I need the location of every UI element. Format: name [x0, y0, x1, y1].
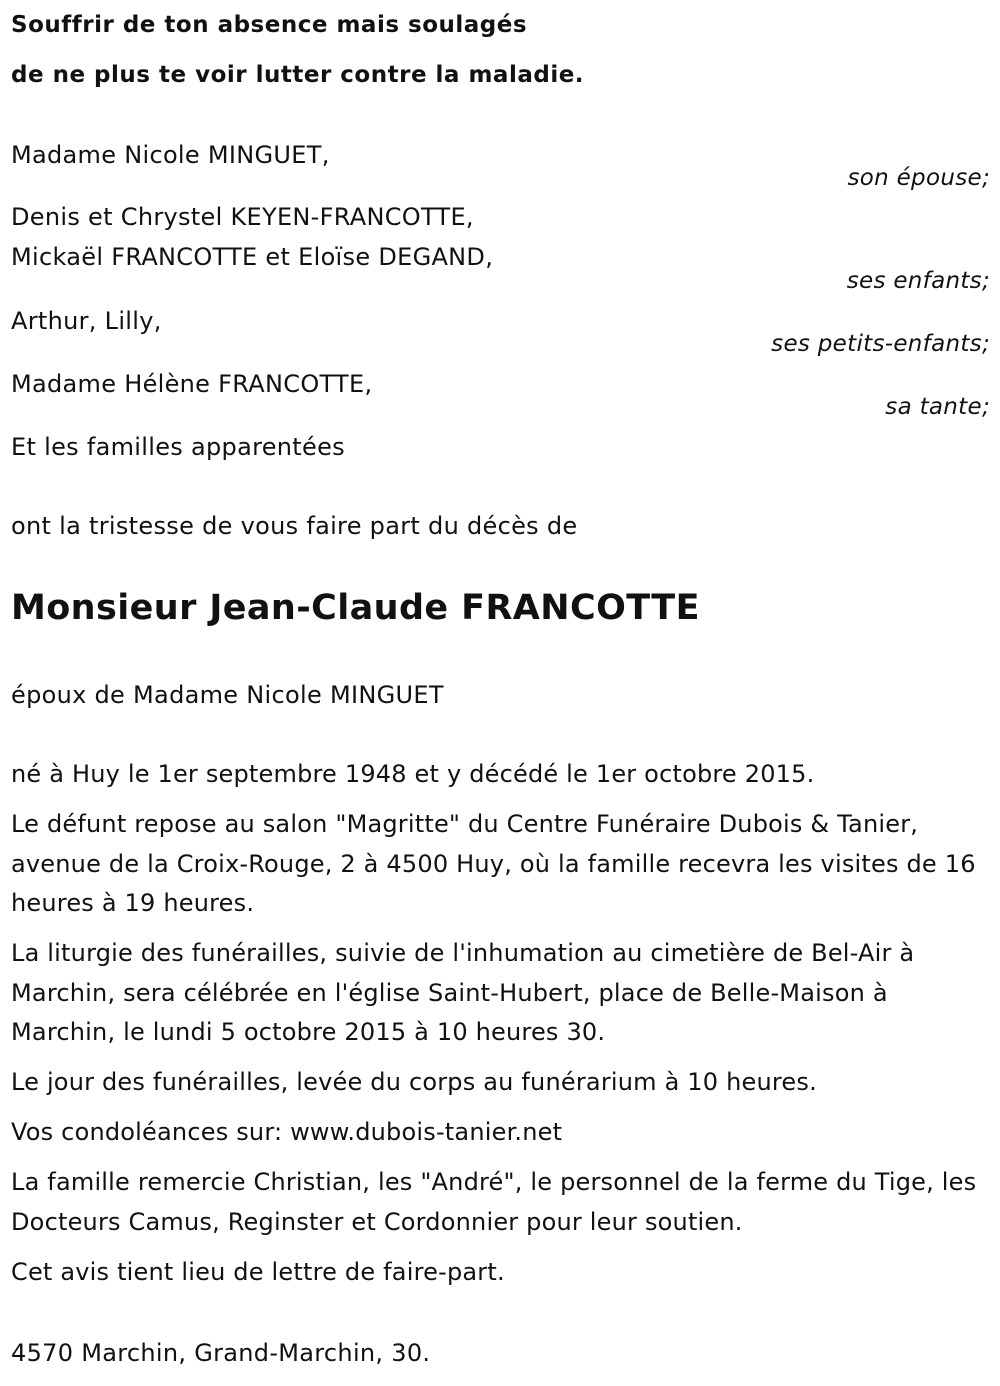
- children-role: ses enfants;: [846, 268, 990, 294]
- notice-paragraph: Cet avis tient lieu de lettre de faire-part.: [11, 1258, 505, 1286]
- epigraph-line-2: de ne plus te voir lutter contre la maladie.: [11, 62, 585, 88]
- relatives-line: Et les familles apparentées: [11, 433, 345, 461]
- address: 4570 Marchin, Grand-Marchin, 30.: [11, 1339, 431, 1367]
- viewing-paragraph: Le défunt repose au salon "Magritte" du Centre Funéraire Dubois & Tanier, avenue de la Croix-Rouge, 2 à 4500 Huy, où la famille recevra les visites de 16 heures à 19 heures.: [11, 810, 976, 917]
- deceased-relation: époux de Madame Nicole MINGUET: [11, 681, 444, 709]
- epigraph-line-1: Souffrir de ton absence mais soulagés: [11, 12, 528, 38]
- liturgy-paragraph: La liturgie des funérailles, suivie de l'inhumation au cimetière de Bel-Air à Marchin, sera célébrée en l'église Saint-Hubert, place de Belle-Maison à Marchin, le lundi 5 octobre 2015 à 10 heures 30.: [11, 939, 915, 1046]
- spouse-name: Madame Nicole MINGUET,: [11, 141, 330, 169]
- deceased-name: Monsieur Jean-Claude FRANCOTTE: [11, 588, 700, 628]
- condolences-paragraph: Vos condoléances sur: www.dubois-tanier.net: [11, 1118, 563, 1146]
- birth-death-paragraph: né à Huy le 1er septembre 1948 et y décédé le 1er octobre 2015.: [11, 760, 815, 788]
- grandchildren-role: ses petits-enfants;: [771, 331, 990, 357]
- children-line-1: Denis et Chrystel KEYEN-FRANCOTTE,: [11, 203, 474, 231]
- aunt-name: Madame Hélène FRANCOTTE,: [11, 370, 373, 398]
- thanks-paragraph: La famille remercie Christian, les "André", le personnel de la ferme du Tige, les Docteurs Camus, Reginster et Cordonnier pour leur soutien.: [11, 1168, 977, 1236]
- spouse-role: son épouse;: [847, 165, 990, 191]
- body-removal-paragraph: Le jour des funérailles, levée du corps au funérarium à 10 heures.: [11, 1068, 817, 1096]
- children-line-2: Mickaël FRANCOTTE et Eloïse DEGAND,: [11, 243, 494, 271]
- aunt-role: sa tante;: [885, 394, 990, 420]
- grandchildren-name: Arthur, Lilly,: [11, 307, 162, 335]
- announcement: ont la tristesse de vous faire part du décès de: [11, 512, 578, 540]
